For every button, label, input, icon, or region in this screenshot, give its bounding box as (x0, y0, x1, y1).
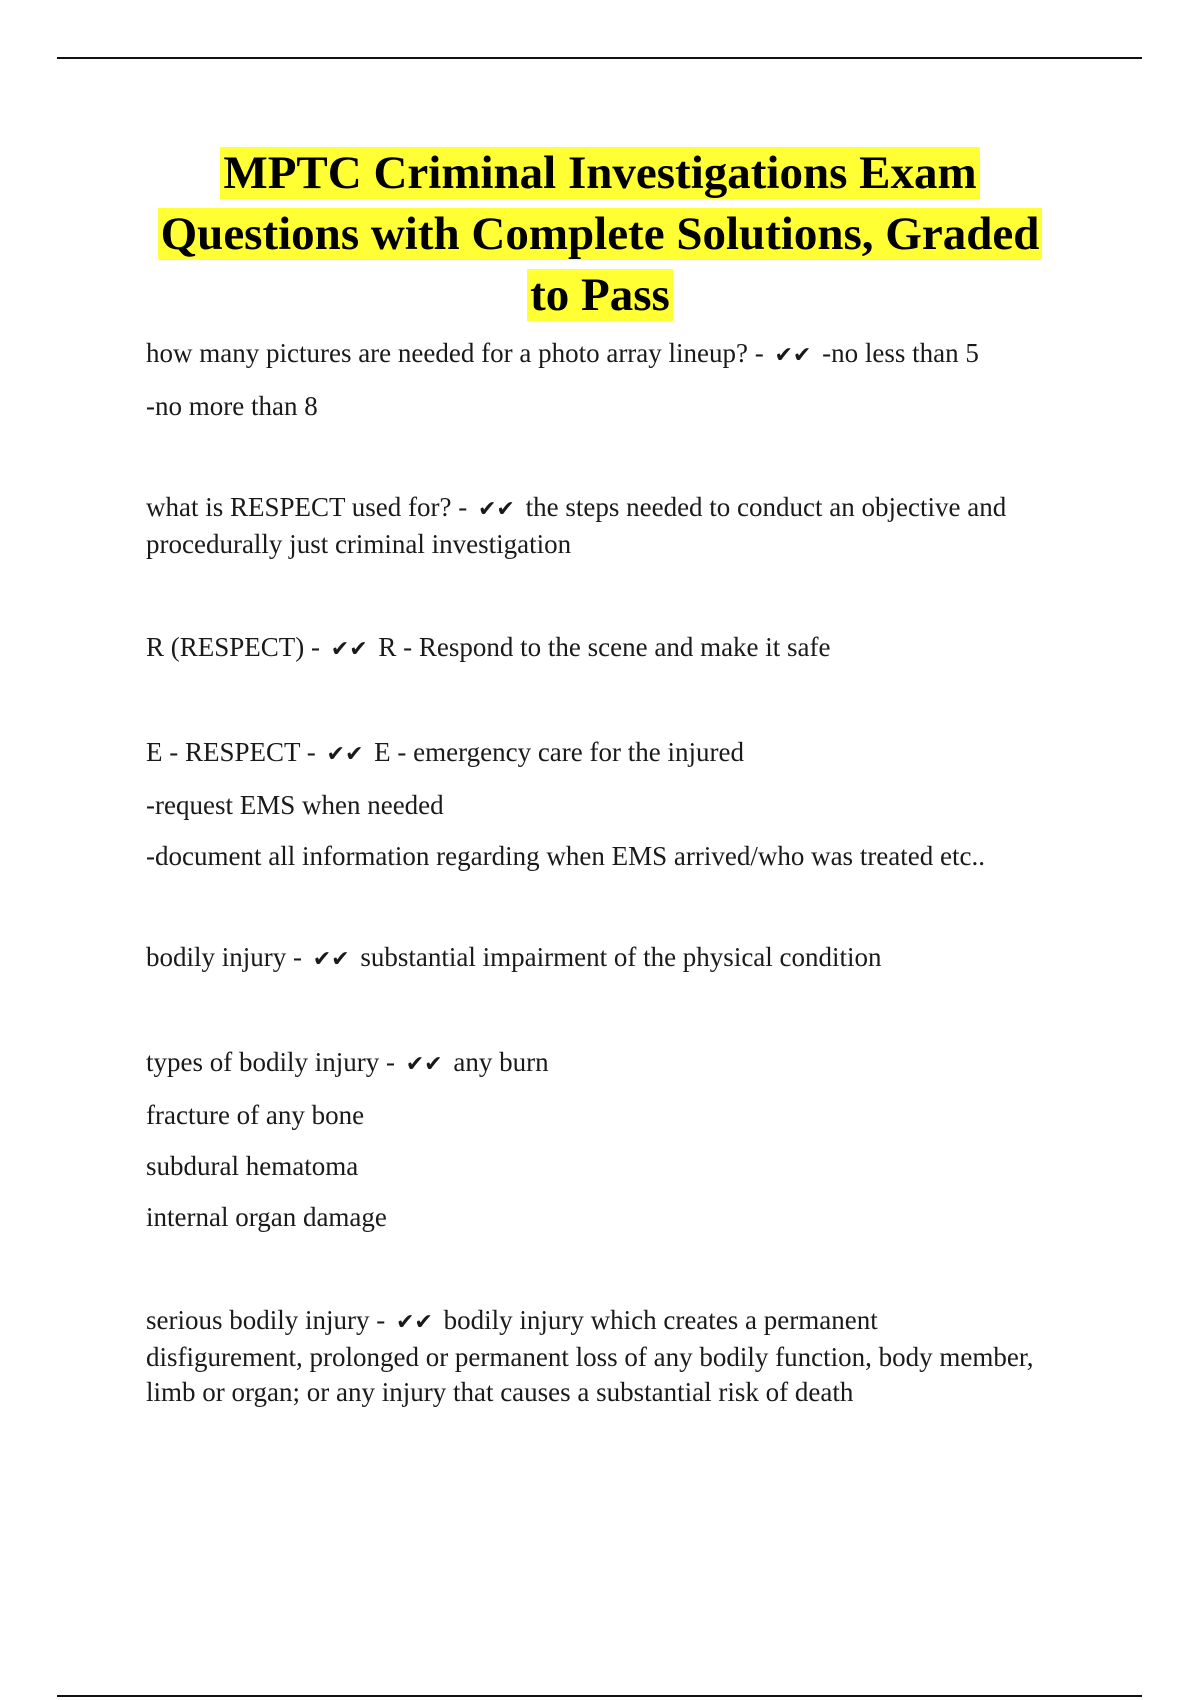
double-check-icon: ✔✔ (326, 742, 364, 767)
double-check-icon: ✔✔ (774, 343, 812, 368)
answer-extra-line: -no more than 8 (146, 391, 318, 421)
header-rule (57, 57, 1142, 59)
qa-item (146, 735, 1086, 874)
double-check-icon: ✔✔ (477, 497, 515, 522)
title-line-2: Questions with Complete Solutions, Graded (158, 208, 1043, 260)
document-title (60, 143, 1140, 326)
answer-extra-line: -request EMS when needed (146, 790, 444, 820)
qa-item (146, 1045, 1086, 1235)
question-text: how many pictures are needed for a photo array lineup? - (146, 338, 764, 368)
footer-rule (57, 1695, 1142, 1697)
answer-extra-line: fracture of any bone (146, 1100, 365, 1130)
double-check-icon: ✔✔ (405, 1052, 443, 1077)
answer-extra-line: internal organ damage (146, 1202, 387, 1232)
question-text: R (RESPECT) - (146, 632, 321, 662)
qa-list (146, 336, 1086, 1410)
question-text: bodily injury - (146, 942, 302, 972)
answer-text: substantial impairment of the physical condition (360, 942, 882, 972)
qa-item (146, 336, 1086, 424)
qa-item (146, 1303, 1086, 1410)
qa-item (146, 490, 1086, 562)
double-check-icon: ✔✔ (330, 637, 368, 662)
title-line-3: to Pass (527, 269, 673, 321)
answer-text: E - emergency care for the injured (374, 737, 744, 767)
answer-text: the steps needed to conduct an objective and (525, 492, 1007, 522)
answer-text: -no less than 5 (822, 338, 979, 368)
answer-extra-line: -document all information regarding when EMS arrived/who was treated etc.. (146, 841, 985, 871)
answer-text: any burn (453, 1047, 549, 1077)
answer-continuation: disfigurement, prolonged or permanent loss of any bodily function, body member, (146, 1342, 1034, 1372)
answer-text: R - Respond to the scene and make it safe (378, 632, 831, 662)
question-text: types of bodily injury - (146, 1047, 395, 1077)
answer-text: bodily injury which creates a permanent (443, 1305, 878, 1335)
qa-item (146, 940, 1086, 977)
answer-continuation: procedurally just criminal investigation (146, 529, 572, 559)
double-check-icon: ✔✔ (395, 1310, 433, 1335)
question-text: serious bodily injury - (146, 1305, 386, 1335)
question-text: what is RESPECT used for? - (146, 492, 468, 522)
answer-continuation: limb or organ; or any injury that causes a substantial risk of death (146, 1377, 854, 1407)
qa-item (146, 630, 1086, 667)
question-text: E - RESPECT - (146, 737, 316, 767)
double-check-icon: ✔✔ (312, 947, 350, 972)
answer-extra-line: subdural hematoma (146, 1151, 359, 1181)
title-line-1: MPTC Criminal Investigations Exam (220, 147, 979, 199)
